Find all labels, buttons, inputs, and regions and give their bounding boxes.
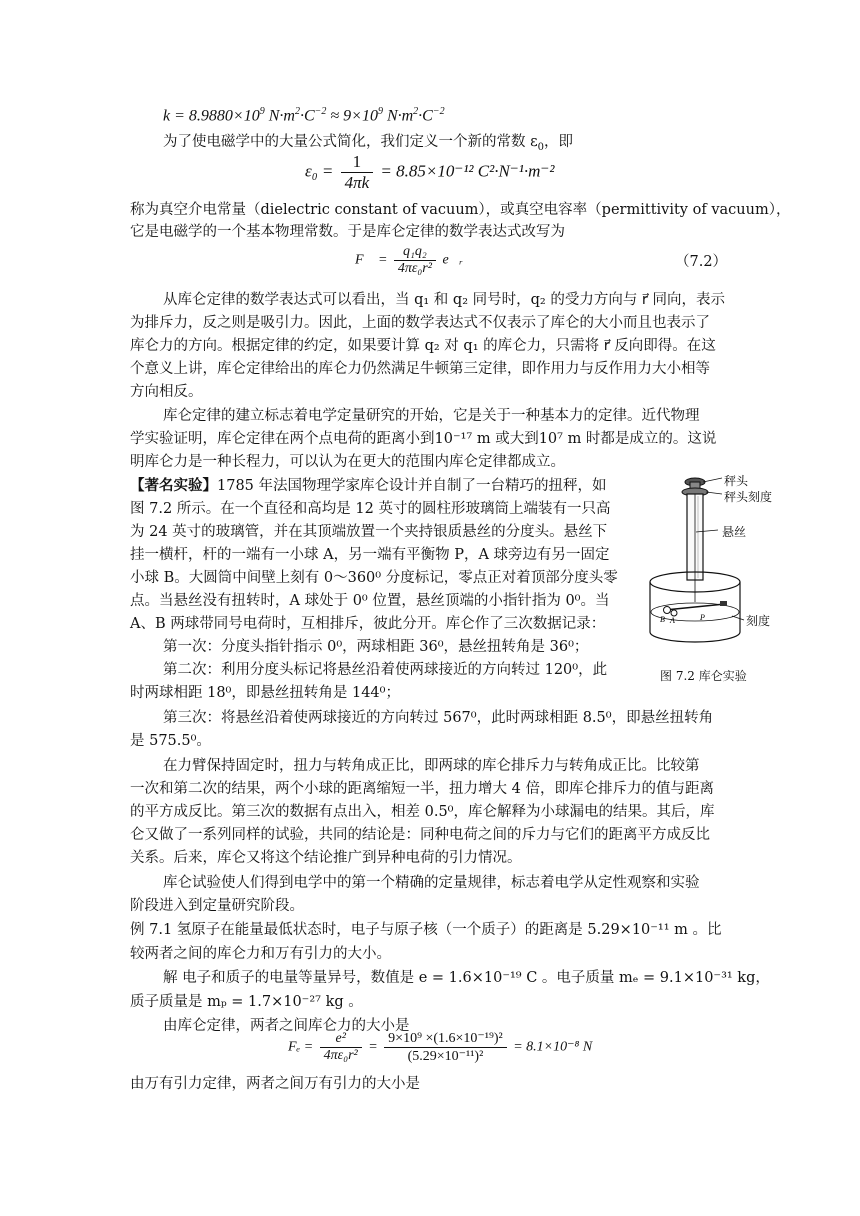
experiment-line: 的平方成反比。第三次的数据有点出入，相差 0.5⁰，库仑解释为小球漏电的结果。其后，库 — [130, 804, 715, 820]
experiment-line: 仑又做了一系列同样的试验，共同的结论是：同种电荷之间的斥力与它们的距离平方成反比 — [130, 827, 710, 843]
experiment-line: 一次和第二次的结果，两个小球的距离缩短一半，扭力增大 4 倍，即库仑排斥力的值与距离 — [130, 781, 714, 797]
experiment-line: 【著名实验】1785 年法国物理学家库仑设计并自制了一台精巧的扭秤，如 — [130, 477, 607, 494]
experiment-line: 在力臂保持固定时，扭力与转角成正比，即两球的库仑排斥力与转角成正比。比较第 — [163, 758, 700, 774]
example-line: 解 电子和质子的电量等量异号，数值是 e = 1.6×10⁻¹⁹ C 。电子质量 mₑ = 9.1×10⁻³¹ kg， — [163, 970, 770, 986]
svg-text:A: A — [670, 616, 675, 625]
paragraph-line: 从库仑定律的数学表达式可以看出，当 q₁ 和 q₂ 同号时，q₂ 的受力方向与 r⃗ 同向，表示 — [163, 292, 726, 308]
example-line: 质子质量是 mₚ = 1.7×10⁻²⁷ kg 。 — [130, 994, 363, 1010]
paragraph-line: 个意义上讲，库仑定律给出的库仑力仍然满足牛顿第三定律，即作用力与反作用力大小相等 — [130, 361, 710, 377]
paragraph-line: 为排斥力，反之则是吸引力。因此，上面的数学表达式不仅表示了库仑的大小而且也表示了 — [130, 315, 710, 331]
figure-caption: 图 7.2 库仑实验 — [660, 669, 747, 683]
paragraph-line: 库仑定律的建立标志着电学定量研究的开始，它是关于一种基本力的定律。近代物理 — [163, 408, 700, 424]
experiment-line: 挂一横杆，杆的一端有一小球 A，另一端有平衡物 P，A 球旁边有另一固定 — [130, 547, 610, 563]
experiment-line: 时两球相距 18⁰，即悬丝扭转角是 144⁰； — [130, 685, 400, 701]
figure-label-wire: 悬丝 — [722, 525, 747, 539]
experiment-line: 为 24 英寸的玻璃管，并在其顶端放置一个夹持银质悬丝的分度头。悬丝下 — [130, 524, 608, 540]
paragraph-line: 学实验证明，库仑定律在两个点电荷的距离小到10⁻¹⁷ m 或大到10⁷ m 时都是成立的。这说 — [130, 431, 717, 447]
equation-k: $k = 8.9880\times 10^9$ $N\cdot m^2\cdot C^{-2} \approx 9\times 10^9$ $N\cdot m^2\cdot C^{-2}$ — [163, 106, 445, 125]
figure-label-head: 秤头 — [724, 474, 749, 488]
experiment-line: 关系。后来，库仑又将这个结论推广到异种电荷的引力情况。 — [130, 850, 522, 866]
paragraph-line: 它是电磁学的一个基本物理常数。于是库仑定律的数学表达式改写为 — [130, 224, 565, 240]
experiment-line: 第一次：分度头指针指示 0⁰，两球相距 36⁰，悬丝扭转角是 36⁰； — [163, 639, 589, 655]
svg-text:P: P — [700, 613, 705, 622]
experiment-line: 第三次：将悬丝沿着使两球接近的方向转过 567⁰，此时两球相距 8.5⁰，即悬丝扭转角 — [163, 710, 714, 726]
figure-label-scale: 刻度 — [746, 614, 771, 628]
experiment-line: 点。当悬丝没有扭转时，A 球处于 0⁰ 位置，悬丝顶端的小指针指为 0⁰。当 — [130, 593, 610, 609]
example-line: 由万有引力定律，两者之间万有引力的大小是 — [130, 1076, 420, 1092]
paragraph-line: 为了使电磁学中的大量公式简化，我们定义一个新的常数 $\varepsilon_0$，即 — [163, 134, 573, 153]
paragraph-line: 明库仑力是一种长程力，可以认为在更大的范围内库仑定律都成立。 — [130, 454, 565, 470]
paragraph-line: 方向相反。 — [130, 384, 203, 400]
experiment-line: 图 7.2 所示。在一个直径和高均是 12 英寸的圆柱形玻璃筒上端装有一只高 — [130, 501, 611, 517]
experiment-line: 阶段进入到定量研究阶段。 — [130, 898, 304, 914]
example-line: 由库仑定律，两者之间库仑力的大小是 — [163, 1018, 410, 1034]
equation-7-2: F⃗ = $\frac{\text{q₁q₂}}{\text{4πε₀r²}}$ e⃗ᵣ — [355, 244, 463, 276]
experiment-line: 是 575.5⁰。 — [130, 733, 211, 749]
svg-text:B: B — [660, 615, 665, 624]
experiment-line: 库仑试验使人们得到电学中的第一个精确的定量规律，标志着电学从定性观察和实验 — [163, 875, 700, 891]
paragraph-line: 库仑力的方向。根据定律的约定，如果要计算 q₂ 对 q₁ 的库仑力，只需将 r⃗ 反向即得。在这 — [130, 338, 716, 354]
equation-number: （7.2） — [675, 254, 728, 270]
equation-epsilon0: ε₀ = $\frac{1}{4\pi k}$ = 8.85×10⁻¹² C²·N⁻¹·m⁻² — [305, 152, 555, 192]
figure-label-head-scale: 秤头刻度 — [724, 490, 773, 504]
paragraph-line: 称为真空介电常量（dielectric constant of vacuum），或真空电容率（permittivity of vacuum）， — [130, 202, 791, 218]
equation-coulomb-force: Fₑ = $\frac{\text{e²}}{\text{4πε₀r²}}$ = $\frac{\text{9×10⁹ ×(1.6×10⁻¹⁹)²}}{\text{(5.29×10⁻¹¹)²}}$ = 8.1×10⁻⁸ N — [288, 1031, 593, 1064]
example-line: 例 7.1 氢原子在能量最低状态时，电子与原子核（一个质子）的距离是 5.29×10⁻¹¹ m 。比 — [130, 922, 722, 938]
experiment-line: A、B 两球带同号电荷时，互相排斥，彼此分开。库仑作了三次数据记录： — [130, 616, 606, 632]
experiment-line: 第二次：利用分度头标记将悬丝沿着使两球接近的方向转过 120⁰，此 — [163, 662, 608, 678]
experiment-line: 小球 B。大圆筒中间壁上刻有 0～360⁰ 分度标记，零点正对着顶部分度头零 — [130, 570, 618, 586]
example-line: 较两者之间的库仑力和万有引力的大小。 — [130, 946, 391, 962]
